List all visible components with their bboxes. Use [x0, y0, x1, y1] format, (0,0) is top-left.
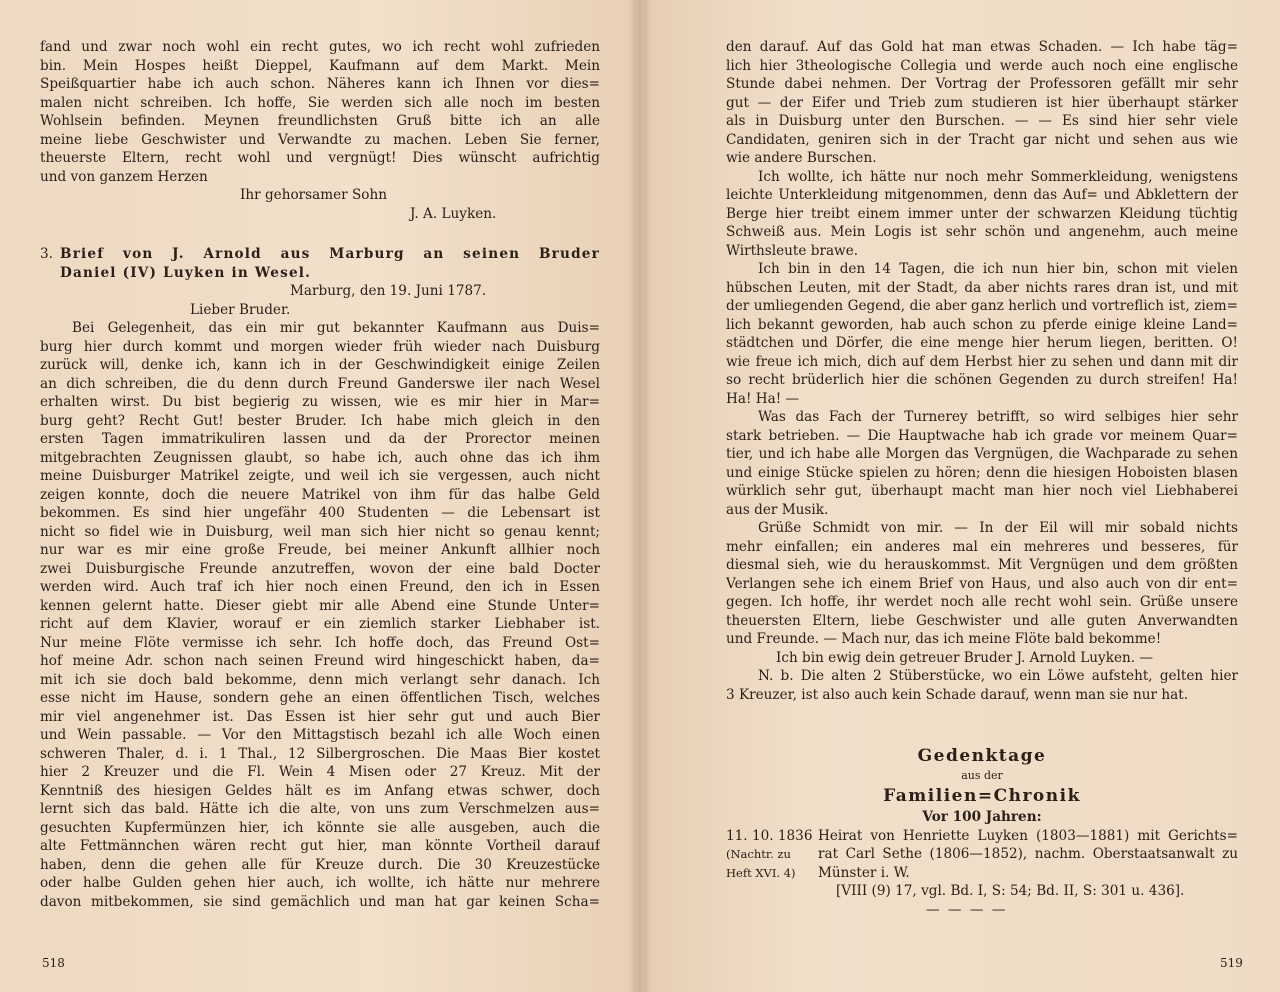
text-line: leichte Unterkleidung mitgenommen, denn das Auf= und Abklettern der	[726, 187, 1238, 203]
text-line: zeigen konnte, doch die neuere Matrikel von ihm für das halbe Geld	[40, 486, 600, 503]
signature-name: J. A. Luyken.	[410, 205, 497, 222]
paragraph-2	[726, 168, 1238, 261]
closing-line: Ich bin ewig dein getreuer Bruder J. Arnold Luyken. —	[776, 649, 1153, 666]
text-line: Bei Gelegenheit, das ein mir gut bekannter Kaufmann aus Duis=	[72, 320, 600, 336]
text-line: Ich bin in den 14 Tagen, die ich nun hier bin, schon mit vielen	[758, 261, 1238, 277]
book-gutter	[628, 0, 652, 992]
text-line: haben, denn die gehen alle für Kreuze durch. Die 30 Kreuzestücke	[40, 856, 600, 873]
paragraph-1	[726, 38, 1238, 168]
paragraph-5	[726, 519, 1238, 649]
section-title: Gedenktage	[917, 746, 1047, 766]
text-line: und Freunde. — Mach nur, das ich meine Flöte bald bekomme!	[726, 631, 1162, 647]
letter-heading-line-1	[40, 245, 600, 264]
text-line: lich hier 3theologische Collegia und werde auch noch eine englische	[726, 57, 1238, 74]
text-line: lich bekannt geworden, hab auch schon zu pferde einige kleine Land=	[726, 316, 1238, 333]
text-line: städtchen und Dörfer, die eine menge hier herum liegen, beritten. O!	[726, 335, 1238, 351]
text-line: mitgebrachten Zeugnissen glaubt, so habe ich, auch ohne das ich ihm	[40, 449, 600, 466]
text-line: Ha! Ha! —	[726, 390, 800, 407]
text-line: Speißquartier habe ich auch schon. Näheres kann ich Ihnen vor dies=	[40, 76, 600, 92]
text-line: oder halbe Gulden gehen hier auch, ich wollte, ich hätte nur mehrere	[40, 875, 600, 891]
entry-note-1: (Nachtr. zu	[726, 847, 791, 861]
text-line: hübschen Leuten, mit der Stadt, da aber nichts rares dran ist, und mit	[726, 279, 1238, 296]
text-line: tier, und ich habe alle Morgen das Vergnügen, die Wachparade zu sehen	[726, 446, 1238, 462]
text-line: zwei Duisburgische Freunde anzutreffen, wovon der eine bald Docter	[40, 560, 600, 577]
entry-note-2: Heft XVI. 4)	[726, 865, 796, 880]
text-line: meine liebe Geschwister und Verwandte zu machen. Leben Sie ferner,	[40, 131, 600, 148]
text-line: N. b. Die alten 2 Stüberstücke, wo ein Löwe aufsteht, gelten hier	[758, 668, 1238, 684]
text-line: diesmal sieh, wie du herauskommst. Mit Vergnügen und dem größten	[726, 557, 1238, 573]
text-line: malen nicht schreiben. Ich hoffe, Sie werden sich alle noch im besten	[40, 94, 600, 111]
text-line: bin. Mein Hospes heißt Dieppel, Kaufmann auf dem Markt. Mein	[40, 57, 600, 74]
text-line: der umliegenden Gegend, die aber ganz herlich und vortreflich ist, ziem=	[726, 298, 1238, 314]
text-line: burg geht? Recht Gut! bester Bruder. Ich habe mich gleich in den	[40, 412, 600, 429]
text-line: stark betrieben. — Die Hauptwache hab ich grade vor meinem Quar=	[726, 427, 1238, 444]
text-line: so recht brüderlich hier die schönen Gegenden zu durch streifen! Ha!	[726, 372, 1238, 388]
text-line: Ich wollte, ich hätte nur noch mehr Sommerkleidung, wenigstens	[758, 168, 1238, 185]
letter-heading-line-2: Daniel (IV) Luyken in Wesel.	[60, 264, 312, 281]
text-line: schweren Thaler, d. i. 1 Thal., 12 Silbergroschen. Die Maas Bier kostet	[40, 745, 600, 762]
text-line: als in Duisburg unter den Burschen. — — Es sind hier sehr viele	[726, 113, 1238, 129]
text-line: Berge hier treibt einem immer unter der schwarzen Kleidung tüchtig	[726, 205, 1238, 222]
text-line: Stunde dabei nehmen. Der Vortrag der Professoren gefällt mir sehr	[726, 76, 1238, 92]
text-line: richt auf dem Klavier, worauf er ein ziemlich starker Liebhaber ist.	[40, 616, 600, 632]
separator-dashes: — — — —	[926, 901, 1008, 918]
right-text-column	[726, 38, 1238, 919]
page-number-right: 519	[1220, 956, 1243, 970]
text-line: und Wein passable. — Vor den Mittagstisch bezahl ich alle Woch einen	[40, 727, 600, 743]
text-line: Nur meine Flöte vermisse ich sehr. Ich hoffe doch, das Freund Ost=	[40, 634, 600, 651]
entry-line-3: Münster i. W.	[818, 864, 910, 881]
text-line: bekommen. Es sind hier ungefähr 400 Studenten — die Lebensart ist	[40, 505, 600, 521]
entry-reference: [VIII (9) 17, vgl. Bd. I, S: 54; Bd. II, S: 301 u. 436].	[836, 883, 1185, 899]
text-line: aus der Musik.	[726, 501, 829, 518]
section-subtitle: aus der	[961, 769, 1003, 782]
text-line: alte Fettmännchen wären recht gut hier, man könnte Vortheil darauf	[40, 838, 600, 854]
text-line: Kenntniß des hiesigen Geldes hält es im Anfang etwas schwer, doch	[40, 782, 600, 799]
text-line: wie andere Burschen.	[726, 150, 877, 166]
text-line: und von ganzem Herzen	[40, 168, 208, 185]
left-text-column	[40, 38, 600, 911]
left-page	[0, 0, 636, 992]
text-line: und einige Stücke spielen zu hören; denn die hiesigen Hoboisten blasen	[726, 464, 1238, 481]
letter-body	[40, 319, 600, 911]
text-line: Wohlsein befinden. Meynen freundlichsten Gruß bitte ich an alle	[40, 113, 600, 129]
heading-number: 3.	[40, 246, 53, 262]
entry-line-1: Heirat von Henriette Luyken (1803—1881) mit Gerichts=	[818, 827, 1238, 844]
text-line: Schweiß aus. Mein Logis ist sehr schön und angenehm, auch meine	[726, 224, 1238, 240]
text-line: kennen gelernt hatte. Dieser giebt mir alle Abend eine Stunde Unter=	[40, 597, 600, 614]
text-line: zurück will, denke ich, kann ich in der Geschwindigkeit einige Zeilen	[40, 357, 600, 373]
text-line: theuersten Eltern, liebe Geschwister und alle guten Anverwandten	[726, 612, 1238, 629]
text-line: davon mitbekommen, sie sind gemächlich und man hat gar keinen Scha=	[40, 893, 600, 910]
text-line: 3 Kreuzer, ist also auch kein Schade darauf, wenn man sie nur hat.	[726, 686, 1189, 703]
chronicle-entry	[726, 827, 1238, 846]
text-line: Wirthsleute brawe.	[726, 242, 859, 259]
text-line: wie freue ich mich, dich auf dem Herbst hier zu sehen und dann mit dir	[726, 353, 1238, 370]
postscript	[726, 667, 1238, 704]
text-line: erhalten wirst. Du bist begierig zu wissen, wie es mir hier in Mar=	[40, 394, 600, 410]
section-title-2: Familien=Chronik	[883, 786, 1081, 806]
entry-line-2: rat Carl Sethe (1806—1852), nachm. Oberstaatsanwalt zu	[818, 846, 1238, 862]
entry-date: 11. 10. 1836	[726, 827, 813, 844]
paragraph-4	[726, 408, 1238, 519]
text-line: nur war es mir eine große Freude, bei meiner Ankunft allhier noch	[40, 542, 600, 558]
chronicle-entry-row-2	[726, 845, 1238, 864]
text-line: fand und zwar noch wohl ein recht gutes, wo ich recht wohl zufrieden	[40, 39, 600, 55]
chronicle-entry-row-3	[726, 864, 1238, 883]
text-line: Verlangen sehe ich einem Brief von Haus, und also auch von dir ent=	[726, 575, 1238, 592]
text-line: theuerste Eltern, recht wohl und vergnügt! Dies wünscht aufrichtig	[40, 150, 600, 166]
text-line: Was das Fach der Turnerey betrifft, so wird selbiges hier sehr	[758, 409, 1238, 425]
text-line: hof meine Adr. schon nach seinen Freund wird hingeschickt haben, da=	[40, 653, 600, 669]
text-line: gegen. Ich hoffe, ihr werdet noch alle recht wohl sein. Grüße unsere	[726, 594, 1238, 610]
text-line: würklich sehr gut, überhaupt macht man hier noch viel Liebhaberei	[726, 483, 1238, 499]
heading-text-1: Brief von J. Arnold aus Marburg an seinen Bruder	[60, 246, 600, 262]
text-line: lernt sich das bald. Hätte ich die alte, von uns zum Verschmelzen aus=	[40, 801, 600, 817]
text-line: nicht so fidel wie in Duisburg, weil man sich hier nicht so genau kennt;	[40, 523, 600, 540]
text-line: mir viel angenehmer ist. Das Essen ist hier sehr gut und auch Bier	[40, 708, 600, 725]
text-line: mehr einfallen; ein anderes mal ein mehreres und besseres, für	[726, 538, 1238, 555]
page-number-left: 518	[42, 956, 65, 970]
right-page	[644, 0, 1280, 992]
text-line: burg hier durch kommt und morgen wieder früh wieder nach Duisburg	[40, 338, 600, 355]
greeting: Lieber Bruder.	[190, 301, 291, 318]
text-line: Candidaten, geniren sich in der Tracht gar nicht und sehen aus wie	[726, 131, 1238, 148]
letter-closing-paragraph	[40, 38, 600, 186]
place-date: Marburg, den 19. Juni 1787.	[290, 283, 487, 299]
text-line: ersten Tagen immatrikuliren lassen und da der Prorector meinen	[40, 431, 600, 447]
text-line: esse nicht im Hause, sondern gehe an einen öffentlichen Tisch, welches	[40, 690, 600, 706]
years-heading: Vor 100 Jahren:	[922, 809, 1042, 825]
text-line: hier 2 Kreuzer und die Fl. Wein 4 Misen oder 27 Kreuz. Mit der	[40, 764, 600, 780]
text-line: mit ich sie doch bald bekomme, denn mich verlangt sehr danach. Ich	[40, 671, 600, 688]
signature-line: Ihr gehorsamer Sohn	[240, 187, 387, 203]
text-line: Grüße Schmidt von mir. — In der Eil will mir sobald nichts	[758, 520, 1238, 536]
text-line: den darauf. Auf das Gold hat man etwas Schaden. — Ich habe täg=	[726, 39, 1238, 55]
text-line: werden wird. Auch traf ich hier noch einen Freund, den ich in Essen	[40, 579, 600, 595]
text-line: gesuchten Kupfermünzen hier, ich könnte sie alle ausgeben, auch die	[40, 819, 600, 836]
text-line: an dich schreiben, die du denn durch Freund Ganderswe iler nach Wesel	[40, 375, 600, 392]
text-line: meine Duisburger Matrikel zeigte, und weil ich sie vergessen, auch nicht	[40, 468, 600, 484]
text-line: gut — der Eifer und Trieb zum studieren ist hier überhaupt stärker	[726, 94, 1238, 111]
paragraph-3	[726, 260, 1238, 408]
